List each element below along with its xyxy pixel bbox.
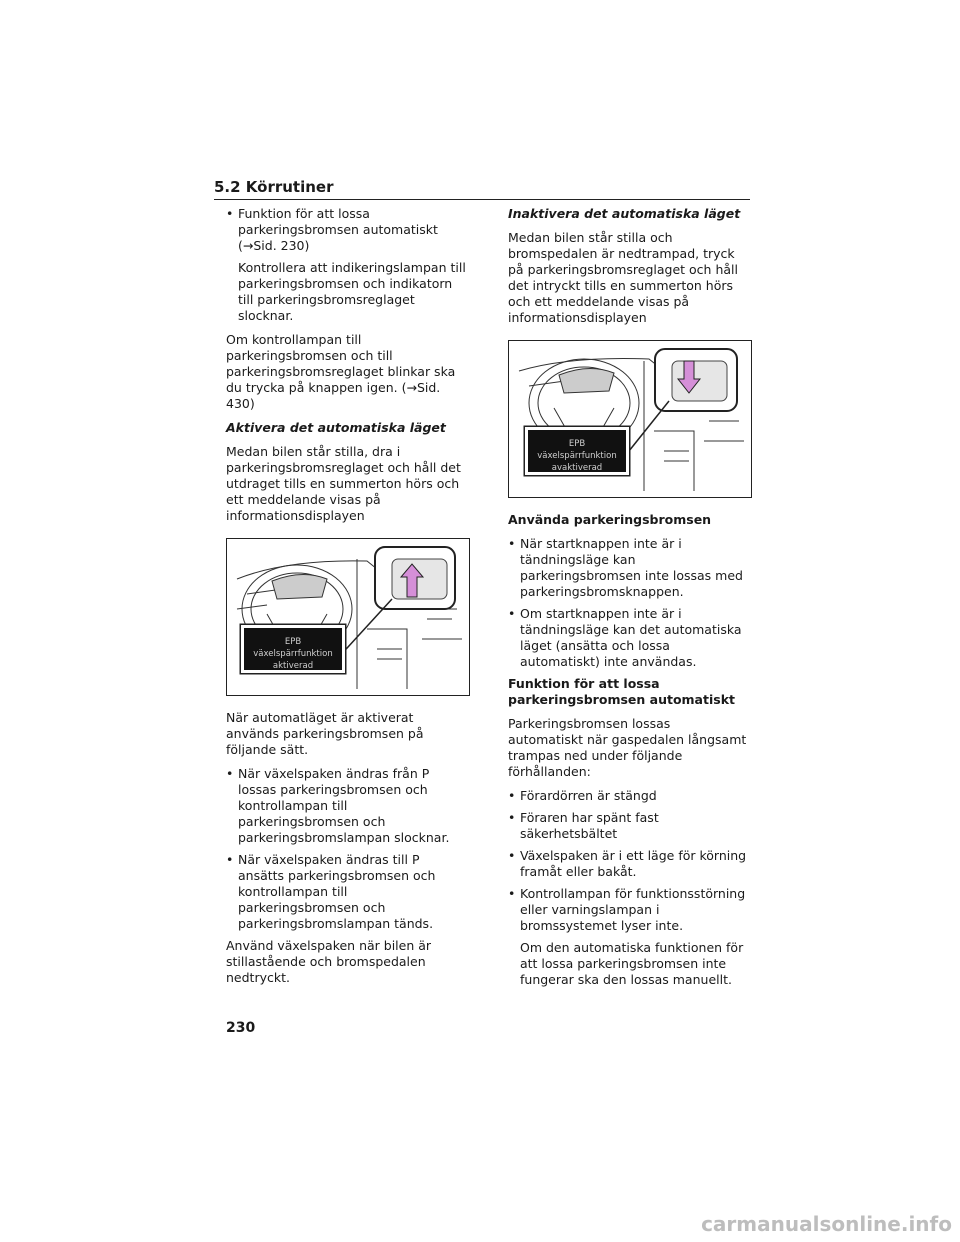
paragraph-auto-mode: När automatläget är aktiverat används parkeringsbromsen på följande sätt. bbox=[226, 710, 424, 757]
paragraph-conditions: Parkeringsbromsen lossas automatiskt när gaspedalen långsamt trampas ned under följande förhållanden: bbox=[508, 716, 747, 779]
paragraph-use-lever: Använd växelspaken när bilen är stillastående och bromspedalen nedtryckt. bbox=[226, 938, 432, 985]
header-divider bbox=[214, 199, 750, 200]
illustration-deactivate bbox=[508, 340, 752, 498]
heading-use-brake: Använda parkeringsbromsen bbox=[508, 512, 712, 527]
info-display-message bbox=[241, 625, 345, 673]
paragraph-deactivate: Medan bilen står stilla och bromspedalen är nedtrampad, tryck på parkeringsbromsreglaget och håll det intryckt tills en summerton hörs och ett meddelande visas på informationsdisplayen bbox=[508, 230, 738, 325]
list-item: • Kontrollampan för funktionsstörning eller varningslampan i bromssystemet lyser inte. bbox=[508, 886, 748, 934]
section-title: 5.2 Körrutiner bbox=[214, 178, 334, 196]
info-display-message bbox=[525, 427, 629, 475]
message-line-1: EPB växelspärrfunktion bbox=[537, 439, 617, 461]
watermark: carmanualsonline.info bbox=[701, 1212, 952, 1236]
bullet-note: Om den automatiska funktionen för att lossa parkeringsbromsen inte fungerar ska den lossas manuellt. bbox=[520, 940, 744, 987]
message-line-2: aktiverad bbox=[272, 661, 314, 671]
bullet-auto-release: • Funktion för att lossa parkeringsbromsen automatiskt (→Sid. 230) bbox=[226, 206, 466, 254]
illustration-activate bbox=[226, 538, 470, 696]
paragraph-blink: Om kontrollampan till parkeringsbromsen och till parkeringsbromsreglaget blinkar ska du trycka på knappen igen. (→Sid. 430) bbox=[226, 332, 456, 411]
list-item: • När startknappen inte är i tändningsläge kan parkeringsbromsen inte lossas med parkeringsbromsknappen. bbox=[508, 536, 748, 600]
list-item: • När växelspaken ändras från P lossas parkeringsbromsen och kontrollampan till parkeringsbromsen och parkeringsbromslampan slocknar. bbox=[226, 766, 466, 846]
switch-callout bbox=[375, 547, 455, 609]
left-column bbox=[226, 206, 466, 994]
heading-activate: Aktivera det automatiska läget bbox=[226, 420, 446, 435]
list-item: • Om startknappen inte är i tändningsläge kan det automatiska läget (ansätta och lossa automatiskt) inte användas. bbox=[508, 606, 748, 670]
heading-deactivate: Inaktivera det automatiska läget bbox=[508, 206, 741, 221]
section-header bbox=[214, 178, 750, 200]
page-number: 230 bbox=[226, 1020, 256, 1036]
bullet-note: Kontrollera att indikeringslampan till parkeringsbromsen och indikatorn till parkeringsbromsreglaget slocknar. bbox=[238, 260, 466, 323]
message-line-2: avaktiverad bbox=[551, 463, 603, 473]
list-item: • När växelspaken ändras till P ansätts parkeringsbromsen och kontrollampan till parkeringsbromsen och parkeringsbromslampan tänds. bbox=[226, 852, 466, 932]
paragraph-activate: Medan bilen står stilla, dra i parkeringsbromsreglaget och håll det utdraget tills en summerton hörs och ett meddelande visas på informationsdisplayen bbox=[226, 444, 461, 523]
heading-auto-release: Funktion för att lossa parkeringsbromsen automatiskt bbox=[508, 676, 735, 707]
list-item: • Förardörren är stängd bbox=[508, 788, 748, 804]
list-item: • Växelspaken är i ett läge för körning framåt eller bakåt. bbox=[508, 848, 748, 880]
switch-callout bbox=[655, 349, 737, 411]
list-item: • Föraren har spänt fast säkerhetsbältet bbox=[508, 810, 748, 842]
right-column bbox=[508, 206, 748, 996]
message-line-1: EPB växelspärrfunktion bbox=[253, 637, 333, 659]
